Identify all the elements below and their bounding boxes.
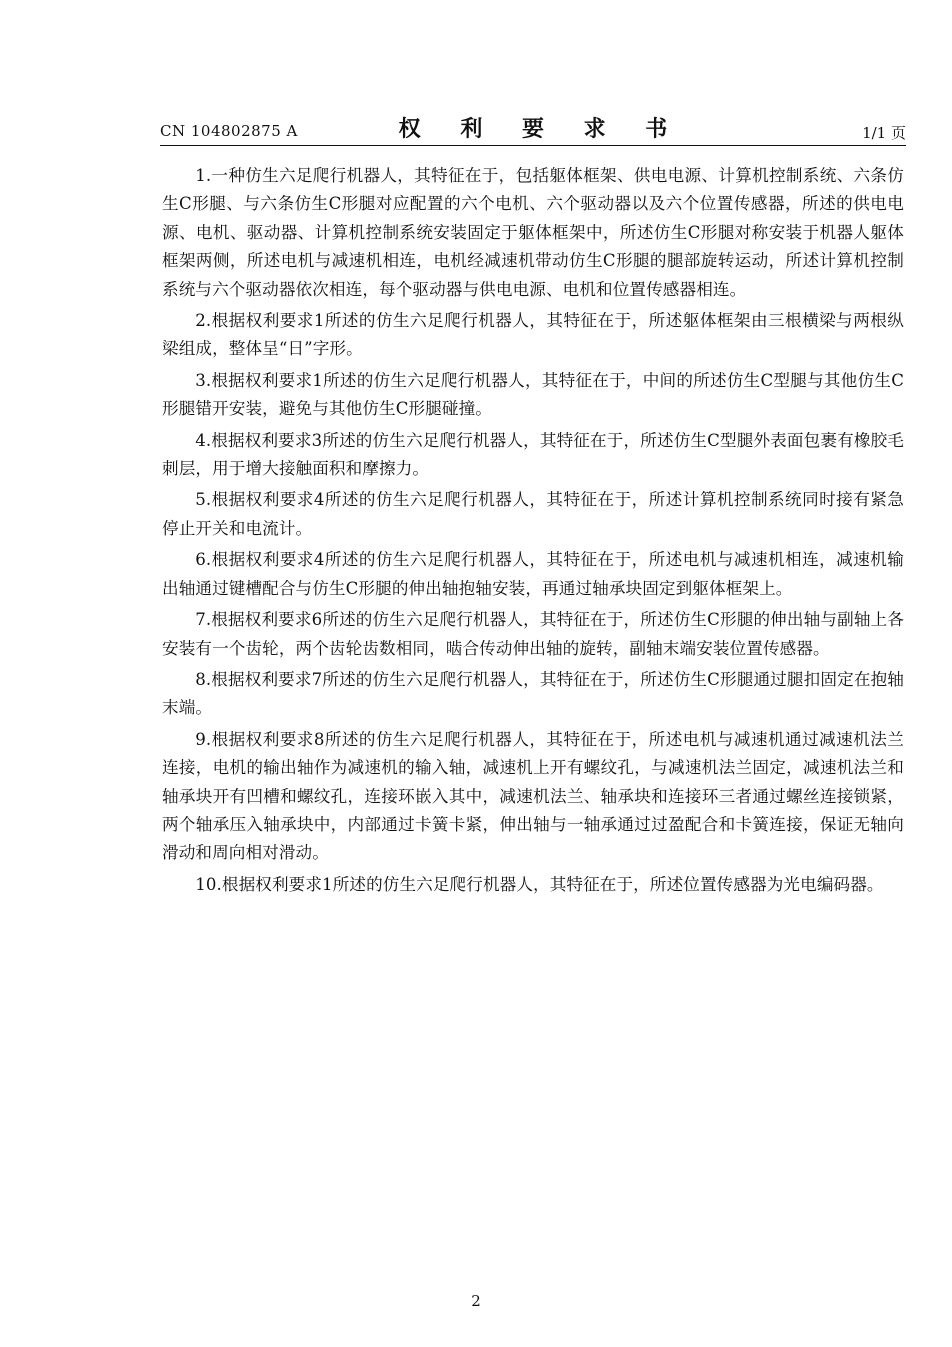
claim-2: 2.根据权利要求1所述的仿生六足爬行机器人，其特征在于，所述躯体框架由三根横梁与两根纵梁组成，整体呈“日”字形。 [162, 311, 904, 359]
page-number: 2 [471, 1292, 481, 1310]
document-title: 权 利 要 求 书 [398, 116, 684, 142]
page-count: 1/1 页 [862, 124, 906, 142]
claim-3: 3.根据权利要求1所述的仿生六足爬行机器人，其特征在于，中间的所述仿生C型腿与其他仿生C形腿错开安装，避免与其他仿生C形腿碰撞。 [162, 370, 904, 419]
claim-7: 7.根据权利要求6所述的仿生六足爬行机器人，其特征在于，所述仿生C形腿的伸出轴与副轴上各安装有一个齿轮，两个齿轮齿数相同，啮合传动伸出轴的旋转，副轴末端安装位置传感器。 [162, 610, 904, 658]
claim-8: 8.根据权利要求7所述的仿生六足爬行机器人，其特征在于，所述仿生C形腿通过腿扣固定在抱轴末端。 [162, 669, 904, 718]
publication-number: CN 104802875 A [160, 122, 298, 140]
claim-6: 6.根据权利要求4所述的仿生六足爬行机器人，其特征在于，所述电机与减速机相连，减速机输出轴通过键槽配合与仿生C形腿的伸出轴抱轴安装，再通过轴承块固定到躯体框架上。 [162, 550, 904, 598]
page-header [160, 112, 906, 144]
claim-9: 9.根据权利要求8所述的仿生六足爬行机器人，其特征在于，所述电机与减速机通过减速机法兰连接，电机的输出轴作为减速机的输入轴，减速机上开有螺纹孔，与减速机法兰固定，减速机法兰和轴承块开有凹槽和螺纹孔，连接环嵌入其中，减速机法兰、轴承块和连接环三者通过螺丝连接锁紧，两个轴承压入轴承块中，内部通过卡簧卡紧，伸出轴与一轴承通过过盈配合和卡簧连接，保证无轴向滑动和周向相对滑动。 [162, 729, 904, 863]
header-rule [160, 145, 906, 146]
claim-1: 1.一种仿生六足爬行机器人，其特征在于，包括躯体框架、供电电源、计算机控制系统、六条仿生C形腿、与六条仿生C形腿对应配置的六个电机、六个驱动器以及六个位置传感器，所述的供电电源、电机、驱动器、计算机控制系统安装固定于躯体框架中，所述仿生C形腿对称安装于机器人躯体框架两侧，所述电机与减速机相连，电机经减速机带动仿生C形腿的腿部旋转运动，所述计算机控制系统与六个驱动器依次相连，每个驱动器与供电电源、电机和位置传感器相连。 [162, 166, 904, 299]
claims-list [162, 162, 904, 902]
claim-10: 10.根据权利要求1所述的仿生六足爬行机器人，其特征在于，所述位置传感器为光电编码器。 [195, 874, 884, 894]
claim-5: 5.根据权利要求4所述的仿生六足爬行机器人，其特征在于，所述计算机控制系统同时接有紧急停止开关和电流计。 [162, 490, 904, 538]
claim-4: 4.根据权利要求3所述的仿生六足爬行机器人，其特征在于，所述仿生C型腿外表面包裹有橡胶毛刺层，用于增大接触面积和摩擦力。 [162, 430, 904, 479]
